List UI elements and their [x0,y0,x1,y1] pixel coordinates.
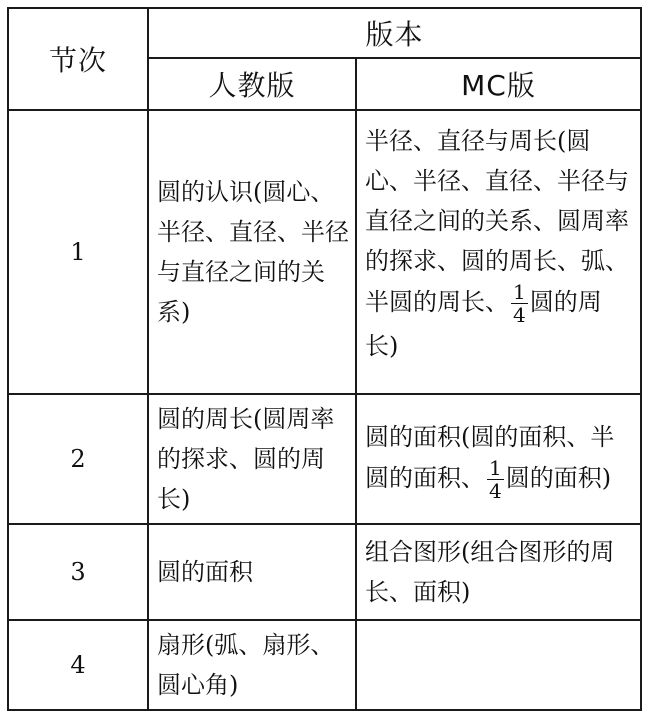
header-renjiao: 人教版 [148,58,356,110]
row-section-number: 2 [8,394,148,524]
header-row-top [8,8,641,58]
table-row [8,110,641,394]
table-row [8,620,641,710]
fraction-numerator: 1 [489,455,502,480]
mc-text-before: 圆的面积(圆的面积、半圆的面积、 [365,422,615,492]
row-mc-content [356,620,641,710]
fraction-denominator: 4 [513,303,526,327]
row-renjiao-content: 扇形(弧、扇形、圆心角) [148,620,356,710]
header-section: 节次 [8,8,148,110]
header-version: 版本 [148,8,641,58]
row-mc-content [356,394,641,524]
fraction-denominator: 4 [489,478,502,503]
row-section-number: 4 [8,620,148,710]
header-mc: MC版 [356,58,641,110]
fraction [511,281,528,326]
row-section-number: 1 [8,110,148,394]
row-renjiao-content: 圆的认识(圆心、半径、直径、半径与直径之间的关系) [148,110,356,394]
mc-text-after: 圆的面积) [505,463,612,492]
row-renjiao-content: 圆的面积 [148,524,356,620]
version-comparison-table [7,7,642,711]
table-row [8,394,641,524]
mc-text-after: 圆的周长) [365,288,602,360]
fraction [487,457,504,502]
fraction-numerator: 1 [513,280,526,304]
row-mc-content [356,110,641,394]
row-renjiao-content: 圆的周长(圆周率的探求、圆的周长) [148,394,356,524]
table-row [8,524,641,620]
row-section-number: 3 [8,524,148,620]
mc-text-before: 半径、直径与周长(圆心、半径、直径、半径与直径之间的关系、圆周率的探求、圆的周长、弧、半圆的周长、 [365,127,629,316]
row-mc-content: 组合图形(组合图形的周长、面积) [356,524,641,620]
